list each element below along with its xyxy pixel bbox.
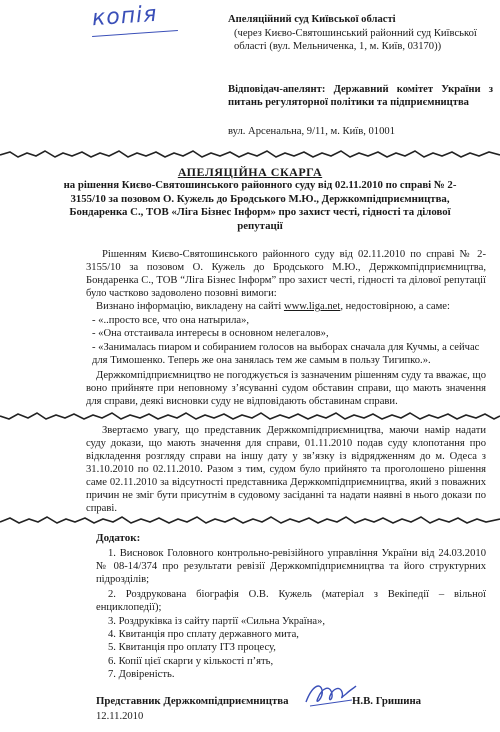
respondent-block: [228, 83, 493, 109]
liga-text-before: Визнано інформацію, викладену на сайті: [96, 301, 284, 312]
attachments-heading: Додаток:: [96, 532, 141, 544]
attachment-item: 3. Роздруківка із сайту партії «Сильна Україна»,: [108, 616, 326, 627]
paragraph-decision: Рішенням Києво-Святошинського районного суду від 02.11.2010 по справі № 2-3155/10 за позовом О. Кужель до Бродського М.Ю., Держкомпідприємництва, Бондаренка С., ТОВ “Ліга Бізнес Інформ” про захист честі, гідності та ділової репутації було частково задоволено позовні вимоги:: [86, 249, 486, 299]
stamp-underline: [92, 30, 178, 37]
paragraph-attention: Звертаємо увагу, що представник Держкомпідприємництва, маючи намір надати суду докази, що мають значення для справи, 01.11.2010 подав суду клопотання про відкладення розгляду справи на іншу дату у зв’язку із відрядженням до м. Одеса з 31.10.2010 по 02.11.2010. Разом з тим, судом було прийнято та проголошено рішення саме 02.11.2010 за відсутності представника Держкомпідприємництва, який з поважних причин не зміг бути присутнім в судовому засіданні та надати наявні в нього докази по справі.: [86, 425, 486, 514]
respondent-name: Державний комітет України з питань регуляторної політики та підприємництва: [228, 84, 493, 108]
quote-bullet-2: - «Она отстаивала интересы в основном нелегалов»,: [92, 328, 329, 339]
handwritten-signature: [300, 676, 360, 712]
attachment-item: 1. Висновок Головного контрольно-ревізійного управління України від 24.03.2010 № 08-14/374 про результати ревізії Держкомпідприємництва та його структурних підрозділів;: [96, 548, 486, 585]
court-name: Апеляційний суд Київської області: [228, 14, 396, 25]
tear-divider: [0, 514, 500, 528]
attachment-item: 5. Квитанція про оплату ІТЗ процесу,: [108, 642, 276, 653]
attachment-item: 4. Квитанція про сплату державного мита,: [108, 629, 299, 640]
signatory-role: Представник Держкомпідприємництва: [96, 695, 289, 707]
liga-text-after: , недостовірною, а саме:: [340, 301, 450, 312]
court-via-address: (через Києво-Святошинський районний суд Київської області (вул. Мельниченка, 1, м. Київ, 03170)): [234, 28, 477, 52]
attachment-item: 6. Копії цієї скарги у кількості п’ять,: [108, 656, 274, 667]
paragraph-disagreement: Держкомпідприємництво не погоджується із зазначеним рішенням суду та вважає, що воно прийняте при неповному з’ясуванні судом обставин справи, що мають значення для справи, деякі висновки суду не відповідають обставинам справи.: [86, 370, 486, 407]
document-title: АПЕЛЯЦІЙНА СКАРГА: [177, 165, 323, 179]
paragraph-liga-info: [96, 300, 486, 313]
quote-bullet-3: - «Занималась пиаром и собиранием голосов на выборах сначала для Кучмы, а сейчас для Тимошенко. Теперь же она занялась тем же самым в пользу Тигипко.».: [92, 342, 480, 366]
document-subtitle: на рішення Києво-Святошинського районного суду від 02.11.2010 по справі № 2-3155/10 за позовом О. Кужель до Бродського М.Ю., Держкомпідприємництва, Бондаренка С., ТОВ «Ліга Бізнес Інформ» про захист честі, гідності та ділової репутації: [63, 179, 457, 232]
attachment-item: 2. Роздрукована біографія О.В. Кужель (матеріал з Векіпедії – вільної енциклопедії);: [96, 589, 486, 613]
quote-bullet-1: - «..просто все, что она натырила»,: [92, 315, 250, 326]
liga-link: www.liga.net: [283, 301, 341, 312]
signature-date: 12.11.2010: [96, 711, 144, 722]
respondent-label: Відповідач-апелянт:: [228, 84, 326, 95]
tear-divider: [0, 148, 500, 162]
attachment-item: 7. Довіреність.: [108, 669, 175, 680]
signatory-name: Н.В. Гришина: [352, 695, 422, 707]
copy-stamp: копія: [91, 1, 159, 32]
respondent-address: вул. Арсенальна, 9/11, м. Київ, 01001: [228, 126, 395, 137]
tear-divider: [0, 410, 500, 424]
